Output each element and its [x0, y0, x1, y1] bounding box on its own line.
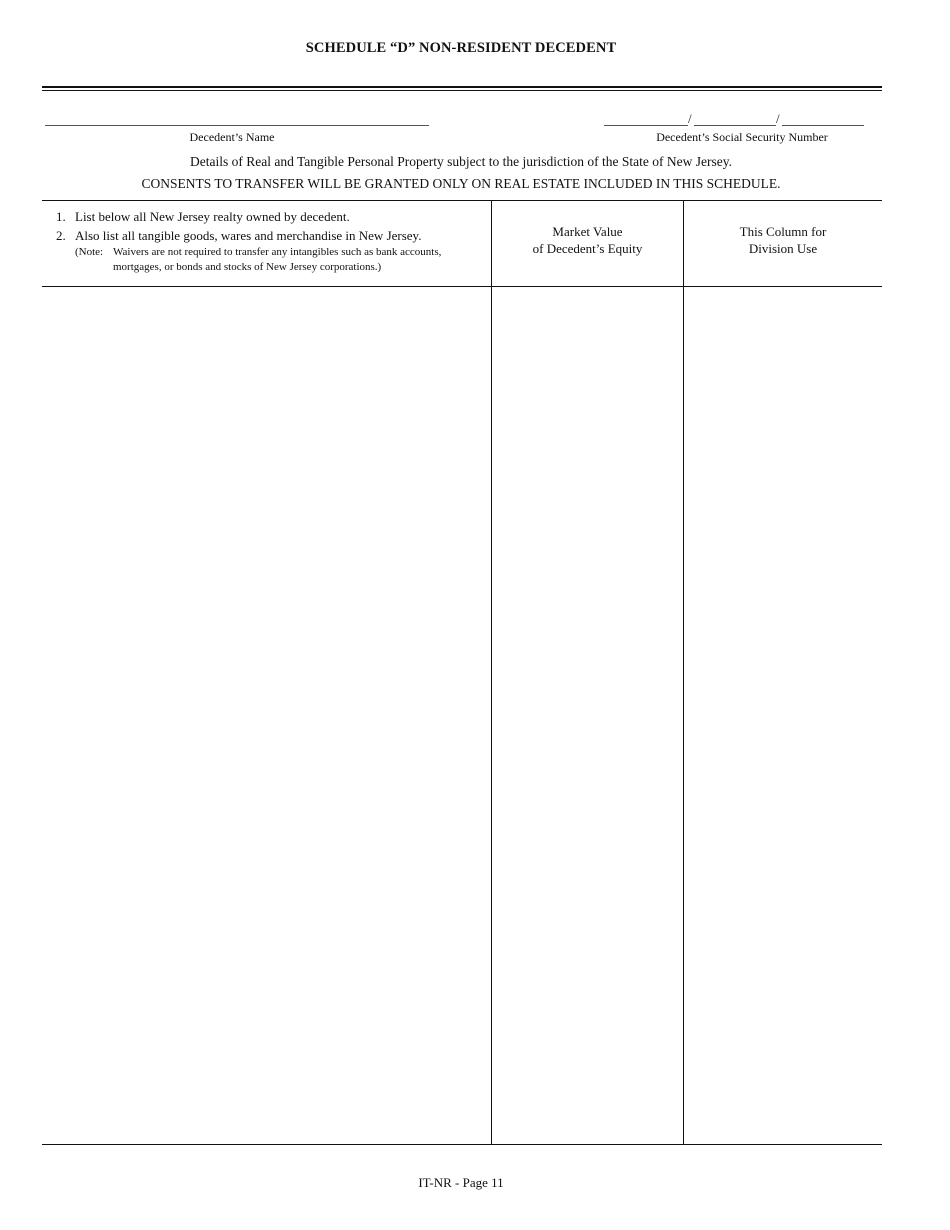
note-line-1: Waivers are not required to transfer any intangibles such as bank accounts, [113, 246, 442, 258]
ssn-label: Decedent’s Social Security Number [656, 130, 828, 144]
instructions-list [56, 207, 488, 245]
division-use-header [684, 223, 882, 257]
market-value-header-line-1: Market Value [552, 224, 623, 239]
market-value-header [492, 223, 683, 257]
division-use-area [684, 287, 882, 1144]
ssn-part-1[interactable] [604, 125, 688, 126]
decedent-name-label: Decedent’s Name [189, 130, 275, 144]
decedent-name-field[interactable] [45, 125, 429, 126]
instruction-item [56, 226, 488, 245]
market-value-header-line-2: of Decedent’s Equity [532, 241, 643, 256]
ssn-part-2[interactable] [694, 125, 776, 126]
ssn-part-3[interactable] [782, 125, 864, 126]
title-rule-thick [42, 86, 882, 88]
division-use-header-line-1: This Column for [739, 224, 827, 239]
form-title: SCHEDULE “D” NON-RESIDENT DECEDENT [305, 40, 617, 56]
consents-line: CONSENTS TO TRANSFER WILL BE GRANTED ONLY ON REAL ESTATE INCLUDED IN THIS SCHEDULE. [141, 176, 781, 191]
ssn-separator-2: / [776, 111, 780, 126]
details-line: Details of Real and Tangible Personal Property subject to the jurisdiction of the State of New Jersey. [190, 154, 732, 169]
property-details-area[interactable] [42, 287, 491, 1144]
ssn-field[interactable] [604, 111, 864, 127]
instruction-item [56, 207, 488, 226]
instruction-number: 2. [56, 228, 66, 243]
title-rule-thin [42, 90, 882, 91]
instructions-note [75, 245, 491, 275]
instruction-text: List below all New Jersey realty owned by decedent. [75, 209, 350, 224]
instruction-number: 1. [56, 209, 66, 224]
ssn-separator-1: / [688, 111, 692, 126]
table-bottom-rule [42, 1144, 882, 1145]
note-lead: (Note: [75, 246, 104, 258]
note-line-2: mortgages, or bonds and stocks of New Jersey corporations.) [113, 261, 382, 273]
instruction-text: Also list all tangible goods, wares and merchandise in New Jersey. [75, 228, 422, 243]
market-value-area[interactable] [492, 287, 683, 1144]
table-top-rule [42, 200, 882, 201]
page-footer: IT-NR - Page 11 [418, 1175, 504, 1190]
division-use-header-line-2: Division Use [748, 241, 818, 256]
